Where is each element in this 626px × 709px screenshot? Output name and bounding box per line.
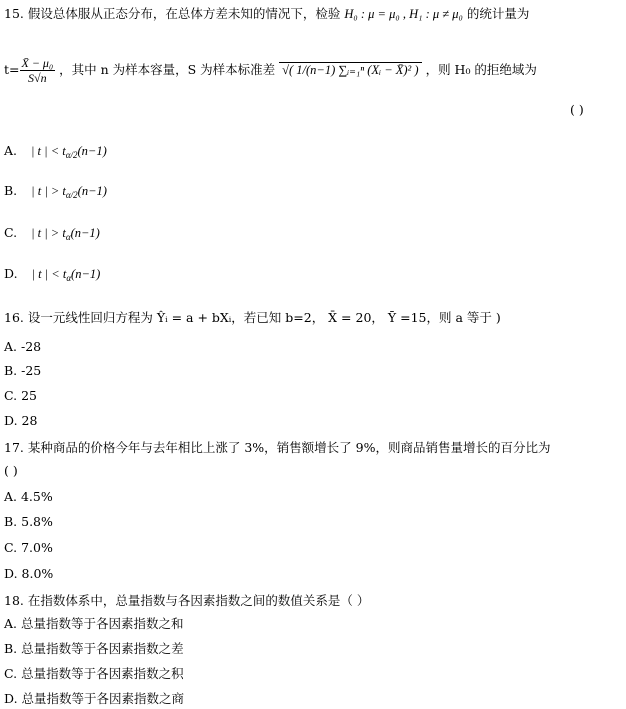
- q15-mid: ，其中 n 为样本容量，S 为样本标准差: [59, 62, 276, 77]
- option-expression: | t | > t: [31, 226, 66, 240]
- option-subscript: α: [66, 273, 72, 283]
- option-subscript: α/2: [65, 190, 78, 200]
- q15-head: 15. 假设总体服从正态分布，在总体方差未知的情况下，检验: [4, 6, 341, 21]
- q16-stem: 16. 设一元线性回归方程为 Ŷᵢ = a + bXᵢ，若已知 b=2， X̄ = 20， Ȳ =15，则 a 等于 ): [4, 310, 501, 325]
- q18-option-d: D. 总量指数等于各因素指数之商: [4, 691, 185, 706]
- option-subscript: α: [65, 232, 71, 242]
- option-letter: B.: [4, 183, 18, 198]
- q15-stem-line1: [4, 6, 529, 22]
- q18-option-a: A. 总量指数等于各因素指数之和: [4, 616, 184, 631]
- q16-option-d: D. 28: [4, 413, 38, 428]
- q18-stem: 18. 在指数体系中，总量指数与各因素指数之间的数值关系是（ ）: [4, 593, 370, 608]
- q15-option-c: [4, 225, 100, 245]
- q15-end: ，则 H₀ 的拒绝域为: [425, 62, 537, 77]
- q17-option-b: B. 5.8%: [4, 514, 53, 529]
- q17-option-c: C. 7.0%: [4, 540, 53, 555]
- option-letter: C.: [4, 225, 18, 240]
- option-expression: | t | < t: [31, 267, 67, 281]
- q17-stem: 17. 某种商品的价格今年与去年相比上涨了 3%，销售额增长了 9%，则商品销售量增长的百分比为: [4, 440, 551, 455]
- q17-option-d: D. 8.0%: [4, 566, 54, 581]
- option-df: (n−1): [77, 144, 107, 158]
- option-df: (n−1): [77, 184, 107, 198]
- q17-answer-paren: ( ): [4, 463, 18, 478]
- q17-option-a: A. 4.5%: [4, 489, 53, 504]
- q15-option-b: [4, 183, 107, 203]
- q15-s-formula: √( 1/(n−1) ∑ᵢ₌₁ⁿ (Xᵢ − X̄)² ): [279, 62, 421, 77]
- q15-t-numerator: X̄ − μ₀: [21, 56, 54, 70]
- q15-option-d: [4, 266, 100, 286]
- q15-option-a: [4, 143, 107, 163]
- q16-option-b: B. -25: [4, 363, 42, 378]
- q15-tail: 的统计量为: [466, 6, 530, 21]
- option-expression: | t | < t: [31, 144, 66, 158]
- option-letter: A.: [4, 143, 18, 158]
- option-subscript: α/2: [65, 150, 78, 160]
- q15-t-denominator: S√n: [28, 71, 47, 85]
- option-letter: D.: [4, 266, 18, 281]
- q15-t-prefix: t=: [4, 62, 20, 77]
- q16-option-c: C. 25: [4, 388, 37, 403]
- q16-option-a: A. -28: [4, 339, 42, 354]
- option-expression: | t | > t: [31, 184, 66, 198]
- q15-answer-paren: ( ): [570, 102, 584, 117]
- q15-hypothesis: H₀ : μ = μ₀ , H₁ : μ ≠ μ₀: [344, 7, 463, 21]
- q15-stem-line2: [4, 54, 537, 86]
- q18-option-c: C. 总量指数等于各因素指数之积: [4, 666, 184, 681]
- q18-option-b: B. 总量指数等于各因素指数之差: [4, 641, 184, 656]
- option-df: (n−1): [71, 267, 101, 281]
- option-df: (n−1): [70, 226, 100, 240]
- q15-t-fraction: [20, 56, 56, 85]
